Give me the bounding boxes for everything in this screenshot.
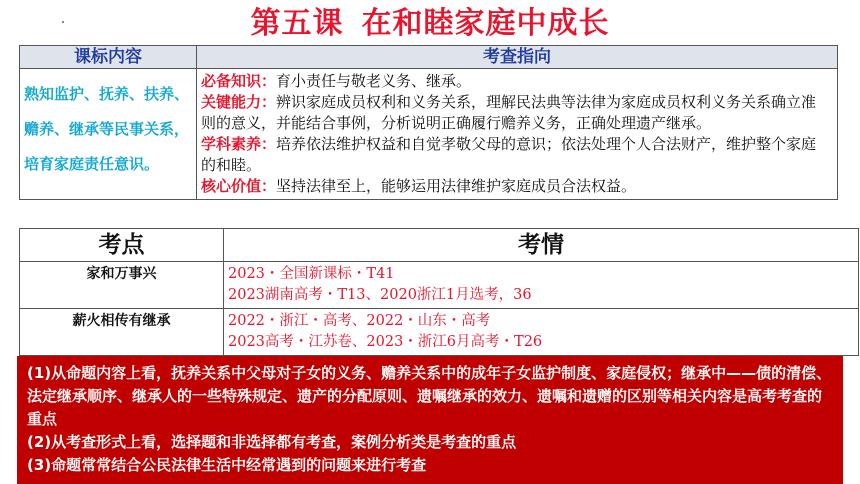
exam-topic: 薪火相传有继承: [20, 309, 224, 356]
analysis-box: [17, 356, 843, 484]
header-exam-direction: 考查指向: [197, 46, 838, 69]
header-exam-point: 考点: [20, 229, 224, 262]
item-label: 核心价值：: [201, 177, 277, 195]
standards-table: [19, 45, 838, 200]
item-subject-literacy: [201, 134, 831, 176]
standards-header-row: [20, 46, 838, 69]
exam-line: 2023・全国新课标・T41: [228, 266, 395, 282]
item-text: 辨识家庭成员权利和义务关系，理解民法典等法律为家庭成员权利义务关系确立准则的意义，并能结合事例，分析说明正确履行赡养义务，正确处理遗产继承。: [201, 93, 817, 132]
item-key-ability: [201, 92, 831, 134]
header-standard-content: 课标内容: [20, 46, 197, 69]
table-row: [20, 309, 859, 356]
exam-line: 2023湖南高考・T13、2020浙江1月选考，36: [228, 287, 532, 303]
lesson-number: 第五课: [250, 6, 344, 41]
exam-direction-cell: [197, 69, 838, 200]
exam-info: [224, 309, 859, 356]
exam-info: [224, 262, 859, 309]
item-label: 学科素养：: [201, 135, 277, 153]
item-label: 关键能力：: [201, 93, 277, 111]
analysis-point: (1)从命题内容上看，抚养关系中父母对子女的义务、赡养关系中的成年子女监护制度、家庭侵权；继承中——债的清偿、法定继承顺序、继承人的一些特殊规定、遗产的分配原则、遗嘱继承的效力、遗嘱和遗赠的区别等相关内容是高考考查的重点: [27, 364, 832, 428]
item-text: 坚持法律至上，能够运用法律维护家庭成员合法权益。: [276, 177, 637, 195]
exam-topic: 家和万事兴: [20, 262, 224, 309]
item-text: 育小责任与敬老义务、继承。: [276, 72, 472, 90]
lesson-topic: 在和睦家庭中成长: [361, 6, 610, 41]
item-core-value: [201, 176, 831, 197]
standards-body-row: [20, 69, 838, 200]
exam-line: 2023高考・江苏卷、2023・浙江6月高考・T26: [228, 334, 543, 350]
item-label: 必备知识：: [201, 72, 277, 90]
item-text: 培养依法维护权益和自觉孝敬父母的意识；依法处理个人合法财产，维护整个家庭的和睦。: [201, 135, 817, 174]
exam-line: 2022・浙江・高考、2022・山东・高考: [228, 313, 491, 329]
exam-table: [19, 228, 859, 356]
page-title: [0, 4, 860, 44]
table-row: [20, 262, 859, 309]
analysis-point: (3)命题常常结合公民法律生活中经常遇到的问题来进行考查: [27, 456, 427, 474]
exam-header-row: [20, 229, 859, 262]
analysis-point: (2)从考查形式上看，选择题和非选择都有考查，案例分析类是考查的重点: [27, 433, 517, 451]
standard-content-cell: 熟知监护、抚养、扶养、赡养、继承等民事关系，培育家庭责任意识。: [20, 69, 197, 200]
item-essential-knowledge: [201, 71, 831, 92]
header-exam-situation: 考情: [224, 229, 859, 262]
